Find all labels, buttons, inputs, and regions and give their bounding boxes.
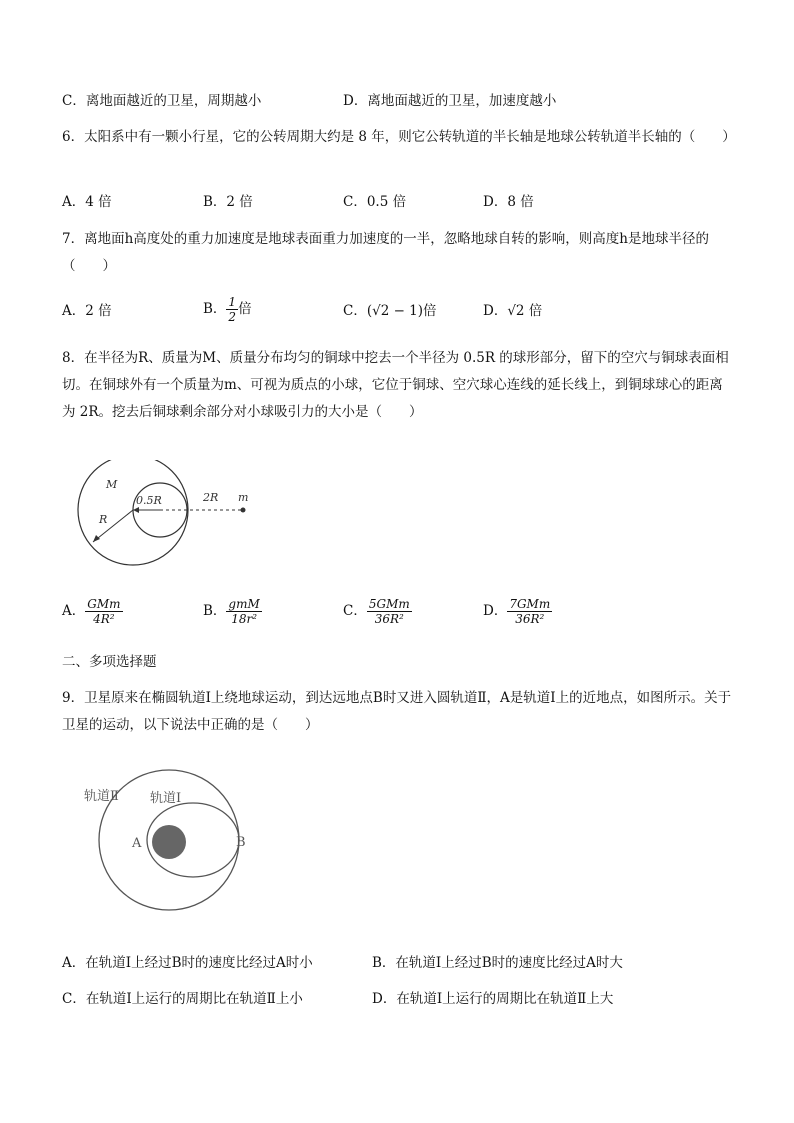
q8-option-a-fraction	[85, 597, 122, 626]
section-title: 二、多项选择题	[62, 654, 157, 670]
label-2R: 2R	[203, 491, 219, 504]
label-orbit-2: 轨道Ⅱ	[84, 789, 119, 804]
q6-stem: 6．太阳系中有一颗小行星，它的公转周期大约是 8 年，则它公转轨道的半长轴是地球公转轨道半长轴的（ ）	[62, 129, 736, 145]
q8-option-d	[483, 597, 552, 626]
q7-option-b	[203, 295, 252, 324]
q7-option-c: C．(√2 − 1)倍	[343, 303, 437, 319]
q6-option-b: B．2 倍	[203, 194, 253, 210]
fraction-denominator: 2	[228, 310, 237, 324]
q7-option-d: D．√2 倍	[483, 303, 543, 319]
q9-option-d: D．在轨道Ⅰ上运行的周期比在轨道Ⅱ上大	[372, 991, 614, 1007]
option-prefix: B．	[203, 603, 227, 619]
q9-option-b: B．在轨道Ⅰ上经过B时的速度比经过A时大	[372, 955, 623, 971]
q8-option-d-fraction	[507, 597, 552, 626]
label-M: M	[106, 478, 118, 491]
fraction-denominator: 36R²	[374, 612, 404, 626]
q6-option-a: A．4 倍	[62, 194, 112, 210]
half-radius-arrowhead	[133, 507, 139, 513]
label-half-R: 0.5R	[136, 494, 162, 507]
fraction-numerator: GMm	[87, 597, 121, 611]
q8-option-b	[203, 597, 262, 626]
q9-stem: 9．卫星原来在椭圆轨道Ⅰ上绕地球运动，到达远地点B时又进入圆轨道Ⅱ，A是轨道Ⅰ上的近地点，如图所示。关于卫星的运动，以下说法中正确的是（ ）	[62, 690, 732, 733]
q6-option-c: C．0.5 倍	[343, 194, 407, 210]
fraction-denominator: 18r²	[231, 612, 258, 626]
q9-option-a: A．在轨道Ⅰ上经过B时的速度比经过A时小	[62, 955, 313, 971]
label-orbit-1: 轨道Ⅰ	[150, 791, 182, 806]
option-prefix: C．	[343, 603, 367, 619]
q8-figure-copper-sphere	[70, 460, 270, 580]
q8-stem: 8．在半径为R、质量为M、质量分布均匀的铜球中挖去一个半径为 0.5R 的球形部分，留下的空穴与铜球表面相切。在铜球外有一个质量为m、可视为质点的小球，它位于铜球、空穴球心连线的延长线上，到铜球球心的距离为 2R。挖去后铜球剩余部分对小球吸引力的大小是（ ）	[62, 350, 729, 420]
option-prefix: D．	[483, 603, 508, 619]
fraction-numerator: 1	[228, 295, 237, 309]
q6-option-d: D．8 倍	[483, 194, 534, 210]
fraction-denominator: 36R²	[515, 612, 545, 626]
earth-disk	[152, 825, 186, 859]
q7-stem: 7．离地面h高度处的重力加速度是地球表面重力加速度的一半，忽略地球自转的影响，则高度h是地球半径的（ ）	[62, 231, 709, 274]
q9-figure-orbits	[80, 762, 260, 912]
q7-option-b-prefix: B．	[203, 301, 227, 317]
q8-option-c	[343, 597, 412, 626]
label-A: A	[132, 836, 142, 851]
q5-option-c: C．离地面越近的卫星，周期越小	[62, 93, 262, 109]
label-m: m	[238, 491, 249, 504]
option-prefix: A．	[62, 603, 86, 619]
q9-option-c: C．在轨道Ⅰ上运行的周期比在轨道Ⅱ上小	[62, 991, 303, 1007]
q8-option-b-fraction	[226, 597, 261, 626]
q7-option-a: A．2 倍	[62, 303, 112, 319]
q7-option-b-suffix: 倍	[238, 301, 252, 317]
fraction-numerator: 7GMm	[509, 597, 551, 611]
q7-option-b-fraction	[226, 295, 238, 324]
small-mass-point	[241, 508, 246, 513]
fraction-numerator: 5GMm	[368, 597, 410, 611]
fraction-denominator: 4R²	[93, 612, 115, 626]
q8-option-c-fraction	[367, 597, 412, 626]
label-B: B	[236, 835, 246, 850]
label-R: R	[99, 513, 108, 526]
fraction-numerator: gmM	[228, 597, 260, 611]
q8-option-a	[62, 597, 123, 626]
radius-arrowhead	[93, 535, 100, 542]
q5-option-d: D．离地面越近的卫星，加速度越小	[343, 93, 557, 109]
